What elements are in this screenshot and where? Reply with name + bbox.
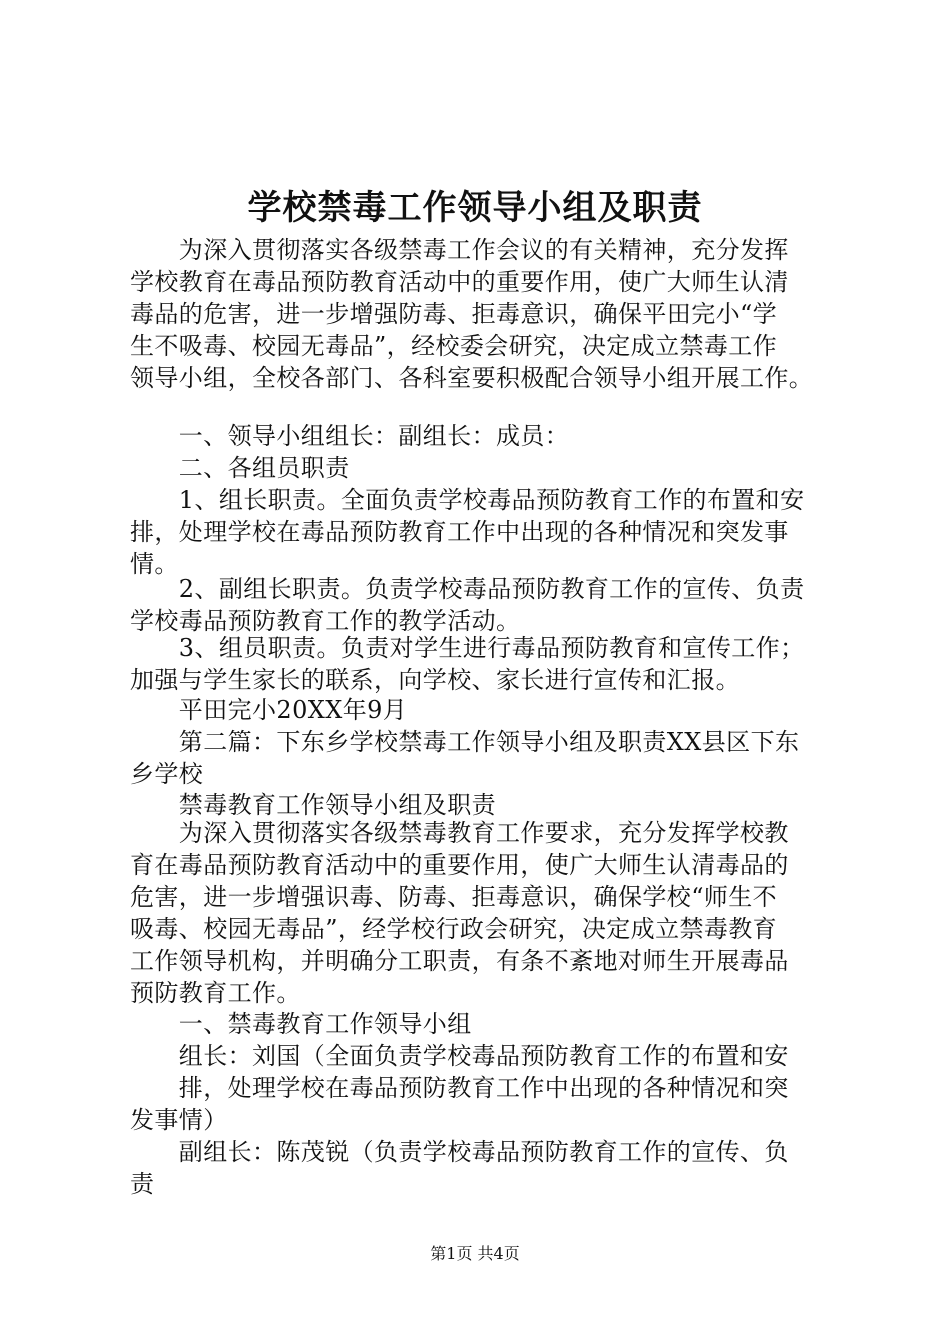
body-line: 学校教育在毒品预防教育活动中的重要作用，使广大师生认清 (130, 268, 789, 296)
document-title: 学校禁毒工作领导小组及职责 (247, 188, 703, 228)
body-line: 学校毒品预防教育工作的教学活动。 (130, 607, 521, 635)
body-line: 为深入贯彻落实各级禁毒教育工作要求，充分发挥学校教 (130, 819, 789, 847)
body-line: 第二篇：下东乡学校禁毒工作领导小组及职责XX县区下东 (130, 728, 800, 756)
body-line: 排，处理学校在毒品预防教育工作中出现的各种情况和突 (130, 1074, 789, 1102)
body-line: 危害，进一步增强识毒、防毒、拒毒意识，确保学校“师生不 (130, 883, 778, 911)
body-line: 1、组长职责。全面负责学校毒品预防教育工作的布置和安 (130, 486, 805, 514)
body-line: 组长：刘国（全面负责学校毒品预防教育工作的布置和安 (130, 1042, 789, 1070)
body-line: 情。 (130, 550, 179, 578)
body-line: 一、禁毒教育工作领导小组 (130, 1010, 472, 1038)
body-line: 领导小组，全校各部门、各科室要积极配合领导小组开展工作。 (130, 364, 814, 392)
body-line: 乡学校 (130, 760, 204, 788)
body-line: 禁毒教育工作领导小组及职责 (130, 791, 496, 819)
body-line: 为深入贯彻落实各级禁毒工作会议的有关精神，充分发挥 (130, 236, 789, 264)
body-line: 一、领导小组组长：副组长：成员： (130, 422, 570, 450)
body-line: 加强与学生家长的联系，向学校、家长进行宣传和汇报。 (130, 666, 740, 694)
body-line: 3、组员职责。负责对学生进行毒品预防教育和宣传工作； (130, 634, 805, 662)
body-line: 排，处理学校在毒品预防教育工作中出现的各种情况和突发事 (130, 518, 789, 546)
page-footer: 第1页 共4页 (430, 1244, 520, 1263)
body-line: 责 (130, 1170, 155, 1198)
body-line: 毒品的危害，进一步增强防毒、拒毒意识，确保平田完小“学 (130, 300, 778, 328)
body-line: 平田完小20XX年9月 (130, 696, 408, 724)
body-line: 2、副组长职责。负责学校毒品预防教育工作的宣传、负责 (130, 575, 805, 603)
body-line: 工作领导机构，并明确分工职责，有条不紊地对师生开展毒品 (130, 947, 789, 975)
body-line: 育在毒品预防教育活动中的重要作用，使广大师生认清毒品的 (130, 851, 789, 879)
body-line: 副组长：陈茂锐（负责学校毒品预防教育工作的宣传、负 (130, 1138, 789, 1166)
body-line: 预防教育工作。 (130, 979, 301, 1007)
body-line: 发事情） (130, 1106, 228, 1134)
body-line: 生不吸毒、校园无毒品”，经校委会研究，决定成立禁毒工作 (130, 332, 778, 360)
body-line: 二、各组员职责 (130, 454, 350, 482)
body-line: 吸毒、校园无毒品”，经学校行政会研究，决定成立禁毒教育 (130, 915, 778, 943)
